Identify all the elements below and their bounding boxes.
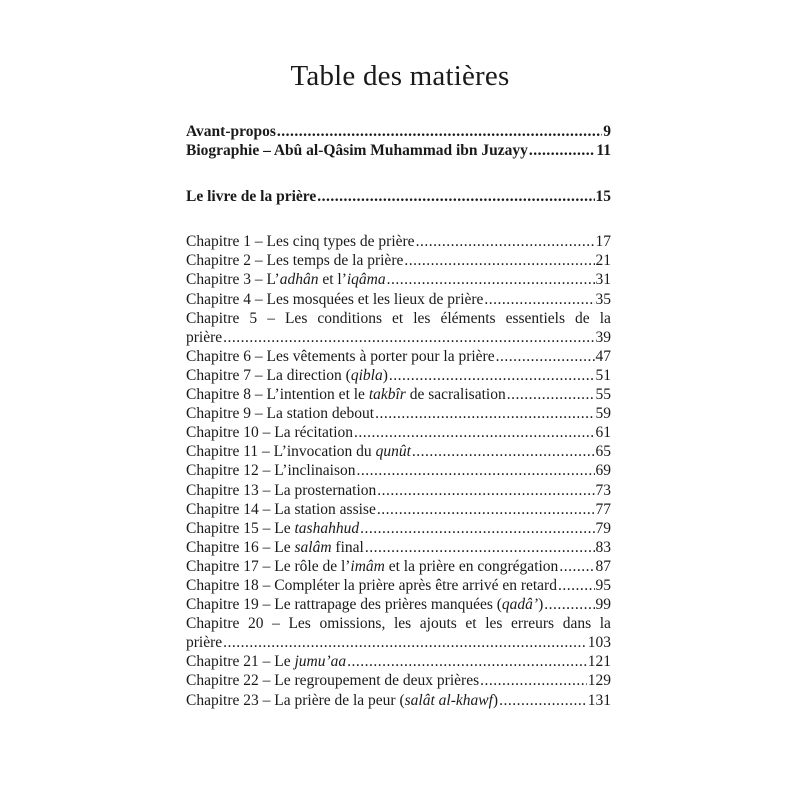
leader-dots bbox=[480, 671, 587, 690]
page-number: 17 bbox=[595, 233, 611, 251]
page-title: Table des matières bbox=[290, 60, 510, 92]
toc-entry-biographie[interactable] bbox=[186, 141, 611, 160]
page-number: 15 bbox=[595, 188, 611, 206]
leader-dots bbox=[365, 538, 595, 557]
page-number: 69 bbox=[595, 462, 611, 480]
toc-entry-chapitre-3[interactable] bbox=[186, 270, 611, 289]
entry-label: Chapitre 3 – L’adhân et l’iqâma bbox=[186, 271, 386, 289]
entry-label: Chapitre 17 – Le rôle de l’imâm et la prière en congrégation bbox=[186, 557, 559, 575]
leader-dots bbox=[387, 270, 595, 289]
page-number: 103 bbox=[587, 634, 611, 652]
entry-label: Chapitre 12 – L’inclinaison bbox=[186, 462, 356, 480]
leader-dots bbox=[496, 347, 595, 366]
toc-entry-chapitre-6[interactable] bbox=[186, 347, 611, 366]
leader-dots bbox=[223, 633, 587, 652]
entry-label: Chapitre 21 – Le jumu’aa bbox=[186, 653, 347, 671]
leader-dots bbox=[223, 328, 594, 347]
leader-dots bbox=[544, 595, 594, 614]
leader-dots bbox=[558, 576, 595, 595]
toc-entry-chapitre-15[interactable] bbox=[186, 519, 611, 538]
page-number: 9 bbox=[603, 123, 611, 140]
toc-entry-chapitre-14[interactable] bbox=[186, 500, 611, 519]
leader-dots bbox=[277, 122, 602, 141]
page-number: 51 bbox=[595, 366, 611, 384]
page-number: 55 bbox=[595, 386, 611, 404]
page-number: 11 bbox=[596, 142, 611, 160]
leader-dots bbox=[360, 519, 594, 538]
toc-entry-chapitre-7[interactable] bbox=[186, 366, 611, 385]
page-number: 77 bbox=[595, 500, 611, 518]
toc-entry-chapitre-22[interactable] bbox=[186, 671, 611, 690]
leader-dots bbox=[377, 481, 594, 500]
toc-entry-chapitre-18[interactable] bbox=[186, 576, 611, 595]
page-number: 31 bbox=[595, 271, 611, 289]
leader-dots bbox=[317, 187, 594, 206]
entry-label: Chapitre 16 – Le salâm final bbox=[186, 538, 364, 556]
page-number: 59 bbox=[595, 405, 611, 423]
page-number: 61 bbox=[595, 424, 611, 442]
entry-label: Chapitre 18 – Compléter la prière après être arrivé en retard bbox=[186, 576, 557, 594]
toc-entry-chapitre-8[interactable] bbox=[186, 385, 611, 404]
leader-dots bbox=[499, 691, 587, 710]
toc-entry-chapitre-13[interactable] bbox=[186, 481, 611, 500]
page-number: 73 bbox=[595, 481, 611, 499]
toc-entry-chapitre-5[interactable] bbox=[186, 309, 611, 347]
page-number: 87 bbox=[595, 557, 611, 575]
leader-dots bbox=[507, 385, 595, 404]
toc-entry-chapitre-19[interactable] bbox=[186, 595, 611, 614]
page-number: 47 bbox=[595, 347, 611, 365]
leader-dots bbox=[559, 557, 594, 576]
entry-label: Avant-propos bbox=[186, 123, 276, 140]
page-number: 39 bbox=[595, 328, 611, 346]
leader-dots bbox=[404, 251, 594, 270]
entry-label: Chapitre 19 – Le rattrapage des prières manquées (qadâ’) bbox=[186, 596, 544, 614]
toc-entry-livre-priere[interactable] bbox=[186, 187, 611, 206]
entry-label-line1: Chapitre 5 – Les conditions et les éléments essentiels de la bbox=[186, 309, 611, 327]
entry-label: Chapitre 4 – Les mosquées et les lieux de prière bbox=[186, 290, 484, 308]
toc-entry-chapitre-4[interactable] bbox=[186, 290, 611, 309]
leader-dots bbox=[375, 404, 594, 423]
entry-label: Chapitre 9 – La station debout bbox=[186, 405, 375, 423]
leader-dots bbox=[529, 141, 595, 160]
entry-label: Le livre de la prière bbox=[186, 188, 317, 206]
toc-entry-chapitre-20[interactable] bbox=[186, 614, 611, 652]
toc-entry-chapitre-23[interactable] bbox=[186, 691, 611, 710]
toc-entry-chapitre-10[interactable] bbox=[186, 423, 611, 442]
page-number: 35 bbox=[595, 290, 611, 308]
toc-entry-chapitre-2[interactable] bbox=[186, 251, 611, 270]
page-number: 95 bbox=[595, 576, 611, 594]
page-number: 83 bbox=[595, 538, 611, 556]
entry-label-line1: Chapitre 20 – Les omissions, les ajouts et les erreurs dans la bbox=[186, 615, 611, 633]
toc-entry-avant-propos[interactable] bbox=[186, 122, 611, 141]
page-number: 21 bbox=[595, 252, 611, 270]
spacer bbox=[186, 160, 611, 187]
leader-dots bbox=[356, 461, 594, 480]
entry-label-line2: prière bbox=[186, 634, 223, 652]
page-number: 99 bbox=[595, 596, 611, 614]
leader-dots bbox=[412, 442, 595, 461]
entry-label: Chapitre 15 – Le tashahhud bbox=[186, 519, 360, 537]
entry-label: Chapitre 6 – Les vêtements à porter pour la prière bbox=[186, 347, 495, 365]
toc-entry-chapitre-16[interactable] bbox=[186, 538, 611, 557]
leader-dots bbox=[389, 366, 595, 385]
leader-dots bbox=[416, 232, 595, 251]
leader-dots bbox=[347, 652, 587, 671]
entry-label: Chapitre 8 – L’intention et le takbîr de sacralisation bbox=[186, 386, 506, 404]
toc-entry-chapitre-21[interactable] bbox=[186, 652, 611, 671]
entry-label: Chapitre 2 – Les temps de la prière bbox=[186, 252, 404, 270]
page-number: 129 bbox=[587, 672, 611, 690]
leader-dots bbox=[377, 500, 595, 519]
toc-entry-chapitre-11[interactable] bbox=[186, 442, 611, 461]
page-number: 121 bbox=[587, 653, 611, 671]
entry-label: Chapitre 22 – Le regroupement de deux prières bbox=[186, 672, 480, 690]
entry-label: Chapitre 11 – L’invocation du qunût bbox=[186, 443, 411, 461]
entry-label: Chapitre 7 – La direction (qibla) bbox=[186, 366, 388, 384]
toc-entry-chapitre-1[interactable] bbox=[186, 232, 611, 251]
page-number: 65 bbox=[595, 443, 611, 461]
toc-entry-chapitre-9[interactable] bbox=[186, 404, 611, 423]
table-of-contents bbox=[186, 122, 611, 710]
entry-label: Biographie – Abû al-Qâsim Muhammad ibn Juzayy bbox=[186, 142, 528, 160]
entry-label: Chapitre 14 – La station assise bbox=[186, 500, 376, 518]
entry-label: Chapitre 1 – Les cinq types de prière bbox=[186, 233, 415, 251]
page-number: 79 bbox=[595, 519, 611, 537]
leader-dots bbox=[484, 290, 594, 309]
toc-entry-chapitre-17[interactable] bbox=[186, 557, 611, 576]
leader-dots bbox=[354, 423, 595, 442]
entry-label: Chapitre 10 – La récitation bbox=[186, 424, 353, 442]
page-number: 131 bbox=[587, 691, 611, 709]
entry-label-line2: prière bbox=[186, 328, 223, 346]
spacer bbox=[186, 206, 611, 232]
toc-entry-chapitre-12[interactable] bbox=[186, 461, 611, 480]
entry-label: Chapitre 13 – La prosternation bbox=[186, 481, 377, 499]
entry-label: Chapitre 23 – La prière de la peur (salât al-khawf) bbox=[186, 691, 499, 709]
